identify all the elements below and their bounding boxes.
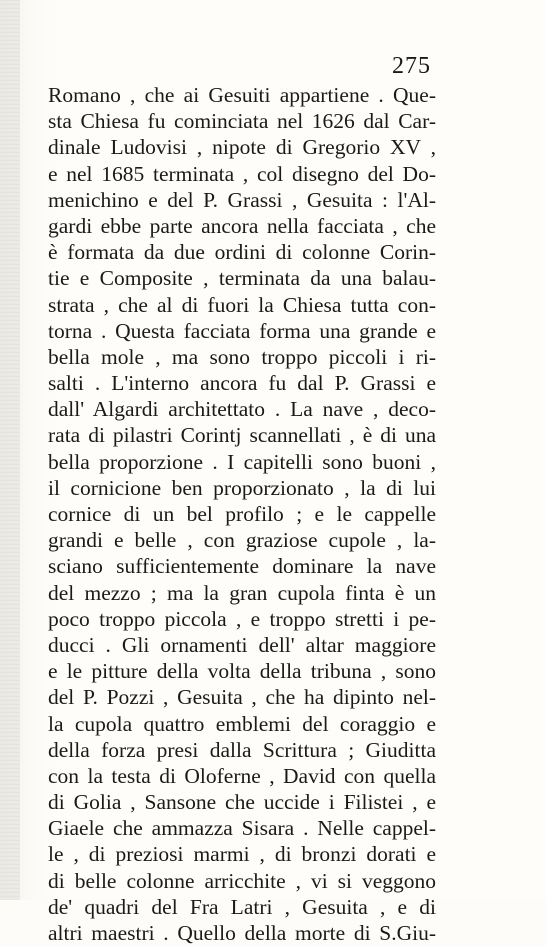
text-line: sciano sufficientemente dominare la nave [48,554,436,579]
text-line: dinale Ludovisi , nipote di Gregorio XV , [48,135,436,160]
text-line: è formata da due ordini di colonne Corin- [48,240,436,265]
page-gutter [0,0,20,900]
text-line: le , di preziosi marmi , di bronzi dorati e [48,842,436,867]
text-line: bella mole , ma sono troppo piccoli i ri- [48,344,436,369]
text-line: cornice di un bel profilo ; e le cappelle [48,502,436,526]
text-line: di belle colonne arricchite , vi si veggono [48,868,436,893]
text-line: menichino e del P. Grassi , Gesuita : l'Al- [48,187,436,212]
text-line: bella proporzione . I capitelli sono buoni , [48,449,436,474]
text-line: di Golia , Sansone che uccide i Filistei , e [48,790,436,815]
text-line: con la testa di Oloferne , David con quella [48,763,436,788]
text-line: ducci . Gli ornamenti dell' altar maggiore [48,632,436,657]
text-line: strata , che al di fuori la Chiesa tutta con- [48,292,436,317]
text-line: Romano , che ai Gesuiti appartiene . Que- [48,83,436,107]
page-number: 275 [392,53,431,79]
text-line: salti . L'interno ancora fu dal P. Grassi e [48,371,436,396]
text-line: Giaele che ammazza Sisara . Nelle cappel- [48,816,436,841]
text-line: poco troppo piccola , e troppo stretti i pe- [48,606,436,631]
text-line: la cupola quattro emblemi del coraggio e [48,711,436,736]
text-line: de' quadri del Fra Latri , Gesuita , e di [48,894,436,919]
text-line: altri maestri . Quello della morte di S.Giu- [48,921,436,945]
text-line: del mezzo ; ma la gran cupola finta è un [48,580,436,605]
text-line: del P. Pozzi , Gesuita , che ha dipinto nel- [48,685,436,710]
text-line: sta Chiesa fu cominciata nel 1626 dal Car- [48,109,436,134]
text-line: della forza presi dalla Scrittura ; Giuditta [48,737,436,762]
text-line: rata di pilastri Corintj scannellati , è di una [48,423,436,448]
text-line: torna . Questa facciata forma una grande e [48,318,436,343]
text-line: dall' Algardi architettato . La nave , deco- [48,397,436,422]
text-line: tie e Composite , terminata da una balau- [48,266,436,291]
body-text [48,82,436,946]
text-line: il cornicione ben proporzionato , la di lui [48,475,436,500]
text-line: gardi ebbe parte ancora nella facciata , che [48,213,436,238]
text-line: grandi e belle , con graziose cupole , la- [48,528,436,553]
text-line: e le pitture della volta della tribuna , sono [48,659,436,684]
text-line: e nel 1685 terminata , col disegno del Do- [48,161,436,186]
